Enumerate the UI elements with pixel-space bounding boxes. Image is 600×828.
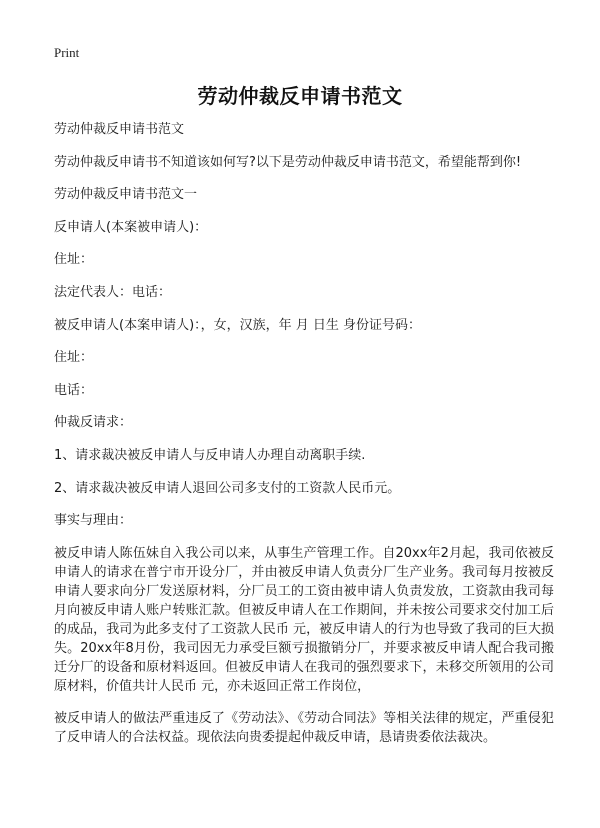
conclusion-paragraph: 被反申请人的做法严重违反了《劳动法》、《劳动合同法》等相关法律的规定，严重侵犯了反申请人的合法权益。现依法向贵委提起仲裁反申请，恳请贵委依法裁决。 <box>54 710 554 745</box>
document-body <box>54 120 554 759</box>
intro-line: 劳动仲裁反申请书不知道该如何写?以下是劳动仲裁反申请书范文，希望能帮到你! <box>54 154 522 170</box>
claim-item-1: 1、请求裁决被反申请人与反申请人办理自动离职手续. <box>54 447 366 463</box>
counterclaim-heading: 仲裁反请求： <box>54 415 133 431</box>
sample-heading: 劳动仲裁反申请书范文一 <box>54 187 198 203</box>
facts-paragraph: 被反申请人陈伍妹自入我公司以来，从事生产管理工作。自20xx年2月起，我司依被反申请人的请求在普宁市开设分厂，并由被反申请人负责分厂生产业务。我司每月按被反申请人要求向分厂发送原材料，分厂员工的工资由被申请人负责发放，工资款由我司每月向被反申请人账户转账汇款。但被反申请人在工作期间，并未按公司要求交付加工后的成品，我司为此多支付了工资款人民币 元，被反申请人的行为也导致了我司的巨大损失。20xx年8月份，我司因无力承受巨额亏损撤销分厂，并要求被反申请人配合我司搬迁分厂的设备和原材料返回。但被反申请人在我司的强烈要求下，未移交所领用的公司原材料，价值共计人民币 元，亦未返回正常工作岗位， <box>54 545 554 694</box>
applicant-address-line: 住址： <box>54 252 94 268</box>
claim-item-2: 2、请求裁决被反申请人退回公司多支付的工资款人民币元。 <box>54 480 401 496</box>
facts-heading: 事实与理由： <box>54 513 133 529</box>
respondent-address-line: 住址： <box>54 350 94 366</box>
document-title: 劳动仲裁反申请书范文 <box>197 84 403 108</box>
phone-line: 电话： <box>54 382 94 398</box>
subtitle-line: 劳动仲裁反申请书范文 <box>54 122 185 137</box>
respondent-line: 被反申请人(本案申请人)：，女，汉族，年 月 日生 身份证号码： <box>54 317 422 333</box>
legal-rep-line: 法定代表人：电话： <box>54 284 172 300</box>
applicant-line: 反申请人(本案被申请人)： <box>54 219 208 235</box>
print-label: Print <box>54 45 80 60</box>
